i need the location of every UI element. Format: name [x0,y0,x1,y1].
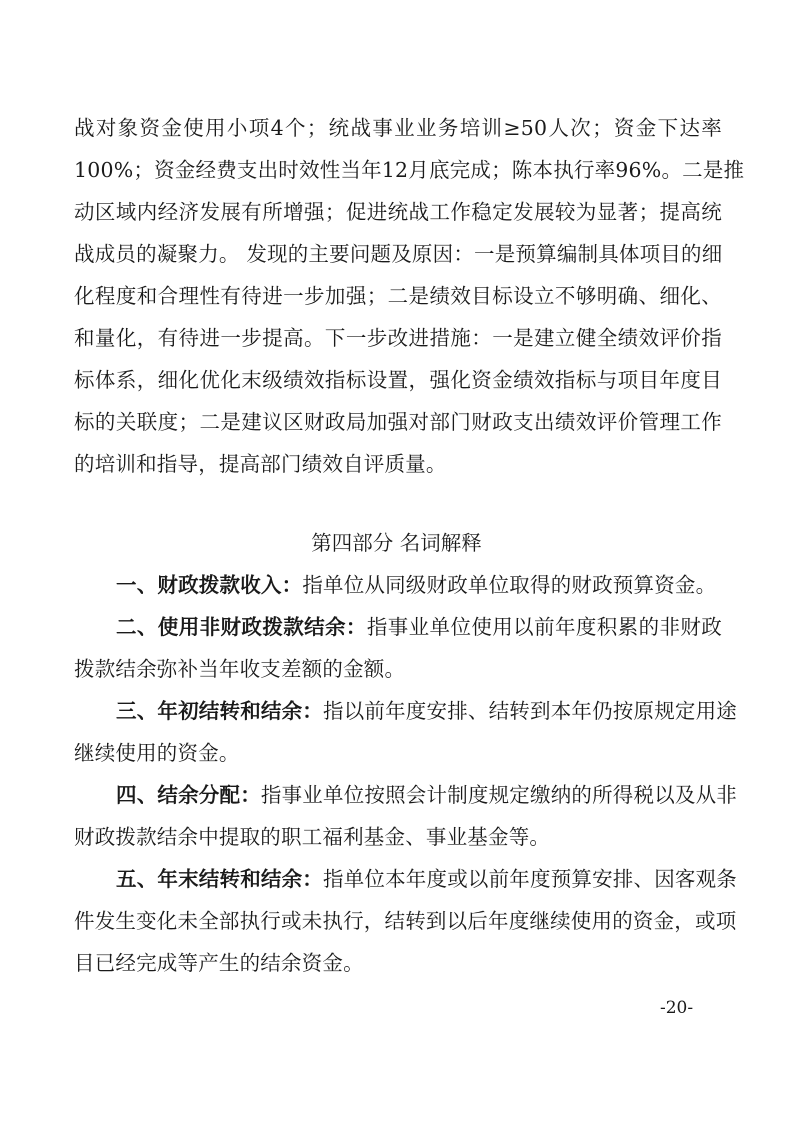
definition-item [116,613,722,641]
definition-term: 五、年末结转和结余： [116,867,323,891]
paragraph-line: 战成员的凝聚力。 发现的主要问题及原因：一是预算编制具体项目的细 [74,242,723,266]
definition-item [116,865,737,893]
definition-continuation: 拨款结余弥补当年收支差额的金额。 [74,657,406,681]
paragraph-line: 标体系，细化优化末级绩效指标设置，强化资金绩效指标与项目年度目 [74,368,722,392]
definition-term: 四、结余分配： [116,783,261,807]
definition-term: 一、财政拨款收入： [116,573,303,597]
section-heading: 第四部分 名词解释 [311,531,482,555]
definition-text: 指事业单位使用以前年度积累的非财政 [366,615,722,639]
paragraph-line: 动区域内经济发展有所增强；促进统战工作稳定发展较为显著；提高统 [74,200,722,224]
paragraph-line: 100%；资金经费支出时效性当年12月底完成；陈本执行率96%。二是推 [74,158,745,182]
definition-continuation: 继续使用的资金。 [74,741,240,765]
paragraph-line: 标的关联度；二是建议区财政局加强对部门财政支出绩效评价管理工作 [74,410,722,434]
definition-continuation: 件发生变化未全部执行或未执行，结转到以后年度继续使用的资金，或项 [74,909,737,933]
definition-continuation: 财政拨款结余中提取的职工福利基金、事业基金等。 [74,825,551,849]
definition-item [116,571,722,599]
definition-term: 二、使用非财政拨款结余： [116,615,367,639]
page-number: -20- [660,998,694,1018]
definition-text: 指以前年度安排、结转到本年仍按原规定用途 [323,699,737,723]
paragraph-line: 的培训和指导，提高部门绩效自评质量。 [74,452,447,476]
paragraph-line: 和量化，有待进一步提高。下一步改进措施：一是建立健全绩效评价指 [74,326,722,350]
definition-text: 指单位从同级财政单位取得的财政预算资金。 [302,573,717,597]
definition-term: 三、年初结转和结余： [116,699,323,723]
definition-text: 指事业单位按照会计制度规定缴纳的所得税以及从非 [260,783,738,807]
paragraph-line: 战对象资金使用小项4个；统战事业业务培训≥50人次；资金下达率 [74,116,722,140]
paragraph-line: 化程度和合理性有待进一步加强；二是绩效目标设立不够明确、细化、 [74,284,722,308]
definition-item [116,697,737,725]
definition-continuation: 目已经完成等产生的结余资金。 [74,951,364,975]
definition-text: 指单位本年度或以前年度预算安排、因客观条 [323,867,737,891]
definition-item [116,781,738,809]
